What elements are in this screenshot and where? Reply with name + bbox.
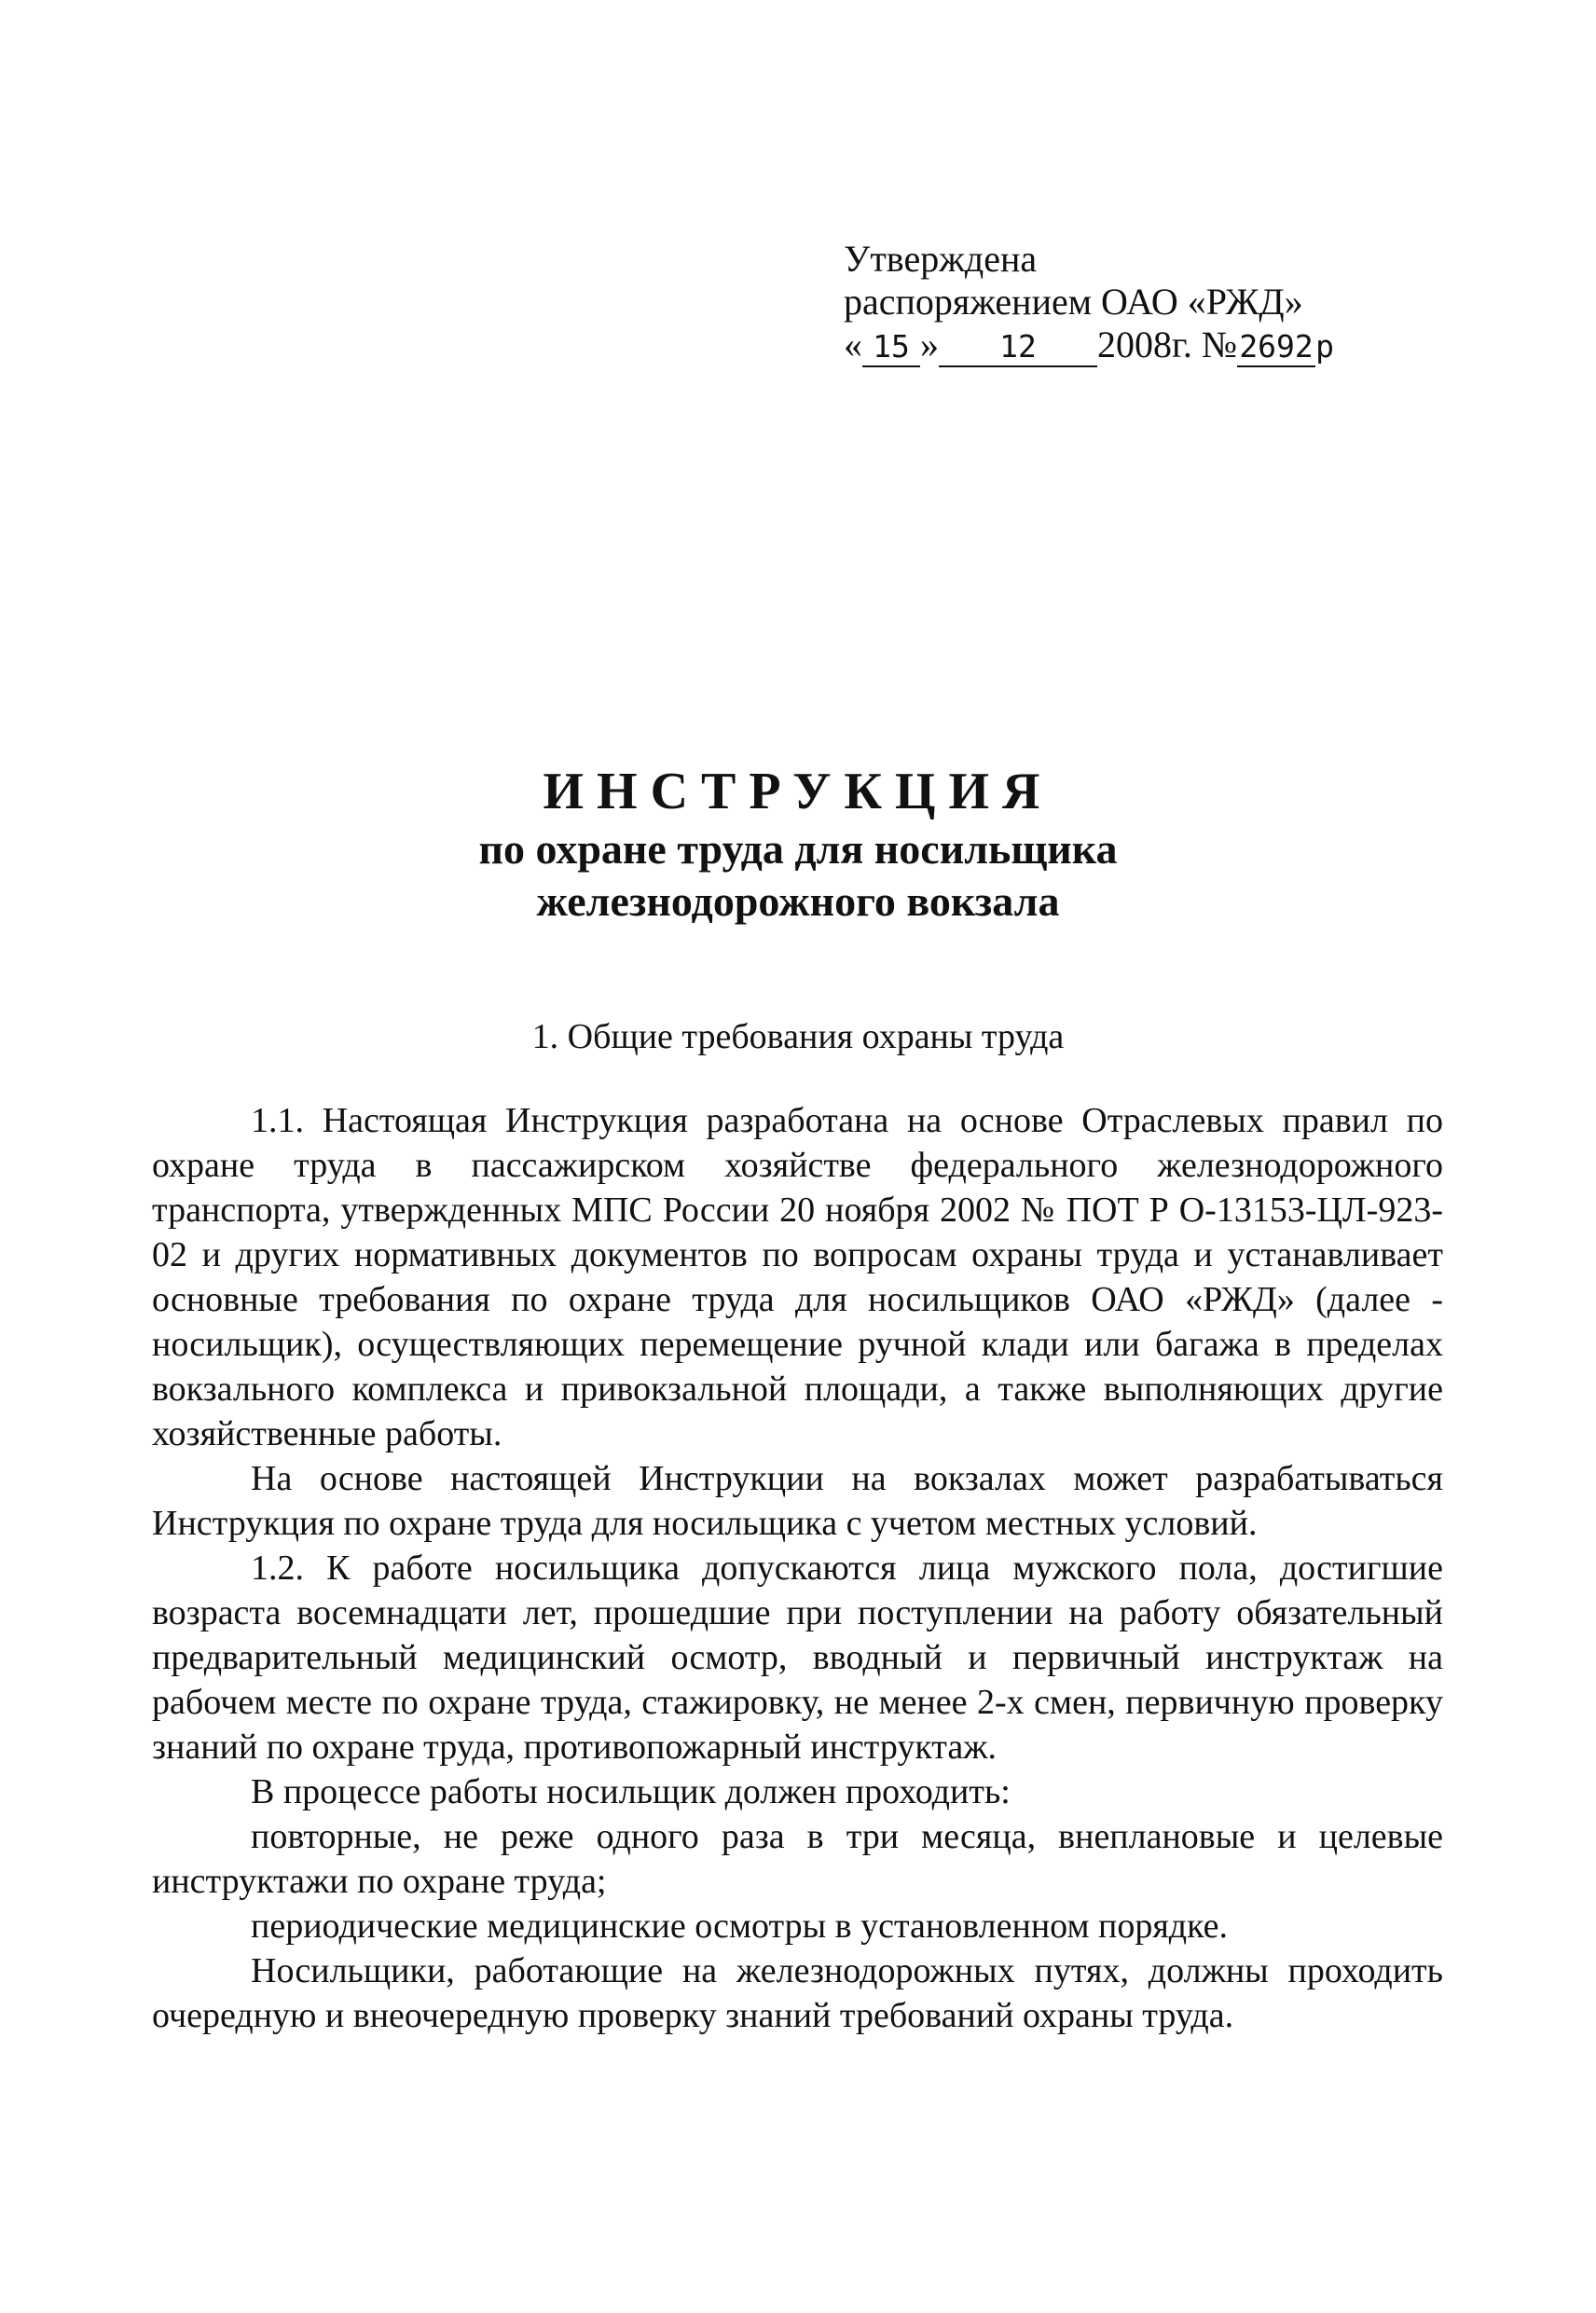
approval-date-line: [844, 324, 1422, 368]
paragraph: периодические медицинские осмотры в установленном порядке.: [251, 1907, 1229, 1946]
body-text: [152, 1098, 1443, 2038]
document-title: [0, 760, 1596, 928]
approval-block: [844, 238, 1422, 368]
title-subtitle-2: железнодорожного вокзала: [536, 877, 1060, 925]
approval-number: 2692: [1237, 328, 1315, 367]
paragraph: Носильщики, работающие на железнодорожных путях, должны проходить очередную и внеочередную проверку знаний требований охраны труда.: [152, 1951, 1443, 2035]
approval-month: 12: [939, 328, 1097, 367]
approval-line-1: Утверждена: [844, 238, 1038, 280]
paragraph: На основе настоящей Инструкции на вокзалах может разрабатываться Инструкция по охране труда для носильщика с учетом местных условий.: [152, 1459, 1443, 1543]
section-heading: 1. Общие требования охраны труда: [531, 1017, 1065, 1056]
open-quote: «: [844, 324, 862, 365]
paragraph: 1.1. Настоящая Инструкция разработана на основе Отраслевых правил по охране труда в пассажирском хозяйстве федерального железнодорожного транспорта, утвержденных МПС России 20 ноября 2002 № ПОТ Р О-13153-ЦЛ-923-02 и других нормативных документов по вопросам охраны труда и устанавливает основные требования по охране труда для носильщиков ОАО «РЖД» (далее - носильщик), осуществляющих перемещение ручной клади или багажа в пределах вокзального комплекса и привокзальной площади, а также выполняющих другие хозяйственные работы.: [152, 1101, 1443, 1453]
close-quote: »: [920, 324, 939, 365]
approval-number-suffix: р: [1315, 328, 1334, 365]
paragraph: В процессе работы носильщик должен проходить:: [251, 1772, 1011, 1811]
title-main: ИНСТРУКЦИЯ: [543, 763, 1053, 820]
title-subtitle-1: по охране труда для носильщика: [478, 825, 1118, 873]
approval-year-label: 2008г. №: [1097, 324, 1238, 365]
paragraph: повторные, не реже одного раза в три месяца, внеплановые и целевые инструктажи по охране труда;: [152, 1817, 1443, 1901]
approval-line-2: распоряжением ОАО «РЖД»: [844, 281, 1303, 323]
approval-day: 15: [862, 328, 920, 367]
paragraph: 1.2. К работе носильщика допускаются лица мужского пола, достигшие возраста восемнадцати лет, прошедшие при поступлении на работу обязательный предварительный медицинский осмотр, вводный и первичный инструктаж на рабочем месте по охране труда, стажировку, не менее 2-х смен, первичную проверку знаний по охране труда, противопожарный инструктаж.: [152, 1549, 1443, 1767]
